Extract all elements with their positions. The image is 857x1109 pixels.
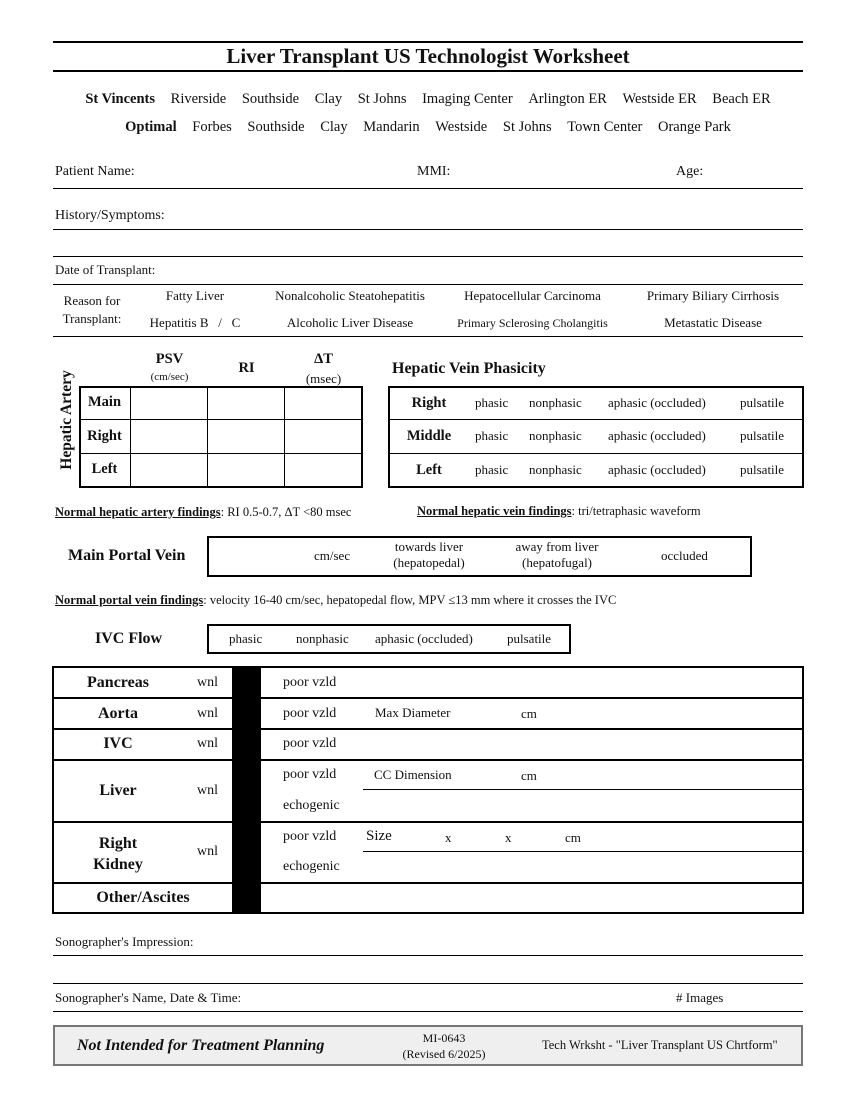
grid-line [54,728,802,730]
ivc-pulsatile[interactable]: pulsatile [507,631,552,646]
site-option: Mandarin [363,119,420,135]
signature-label: Sonographer's Name, Date & Time: [55,990,242,1005]
portal-away-line2: (hepatofugal) [521,555,593,570]
aorta-cm-unit: cm [521,706,537,721]
grid-line [54,759,802,761]
normal-vein-findings-label: Normal hepatic vein findings [417,504,572,518]
normal-artery-findings-text: : RI 0.5-0.7, ΔT <80 msec [220,505,352,519]
left-vein-pulsatile[interactable]: pulsatile [740,462,785,477]
images-count-label: # Images [676,990,724,1005]
grid-line [54,697,802,699]
right-vein-phasic[interactable]: phasic [475,395,509,410]
hepatic-vein-rows [390,386,802,488]
left-delta-t-input[interactable] [285,454,360,485]
artery-row-right: Right [87,428,122,444]
left-vein-aphasic[interactable]: aphasic (occluded) [608,462,706,477]
left-vein-phasic[interactable]: phasic [475,462,509,477]
normal-portal-findings-label: Normal portal vein findings [55,593,204,607]
portal-towards-liver[interactable] [375,539,483,571]
middle-vein-pulsatile[interactable]: pulsatile [740,428,785,443]
site-option: Clay [320,119,348,135]
history-label: History/Symptoms: [55,208,165,223]
aorta-max-diameter-label: Max Diameter [375,705,451,720]
site-option: Imaging Center [422,91,513,107]
vein-row-middle: Middle [406,428,452,444]
reason-label-line2: Transplant: [62,311,122,326]
impression-field-line[interactable] [53,955,803,956]
normal-vein-findings [417,504,701,519]
right-vein-aphasic[interactable]: aphasic (occluded) [608,395,706,410]
reason-label-line1: Reason for [63,293,121,308]
site-option: Westside [435,119,488,135]
artery-row-left: Left [91,461,118,477]
liver-cm-unit: cm [521,768,537,783]
kidney-wnl[interactable]: wnl [197,844,218,859]
liver-cc-dimension-label: CC Dimension [374,767,452,782]
portal-occluded[interactable]: occluded [661,548,708,563]
site-group-st-vincents: St Vincents [85,91,156,107]
mmi-label: MMI: [417,164,451,179]
site-option: Westside ER [622,91,697,107]
organ-table-black-column [232,668,261,912]
normal-vein-findings-text: : tri/tetraphasic waveform [571,504,701,518]
reason-metastatic[interactable]: Metastatic Disease [664,315,762,330]
reason-hepatitis[interactable]: Hepatitis B / C [149,315,241,330]
aorta-poor-vzld[interactable]: poor vzld [283,706,337,721]
site-row-1 [53,91,803,108]
ivc-poor-vzld[interactable]: poor vzld [283,736,337,751]
date-field-line[interactable] [53,284,803,285]
kidney-poor-vzld[interactable]: poor vzld [283,829,337,844]
grid-line [54,882,802,884]
pancreas-wnl[interactable]: wnl [197,675,218,690]
vein-row-left: Left [416,462,442,478]
liver-echogenic[interactable]: echogenic [283,798,340,813]
site-option: Arlington ER [528,91,607,107]
grid-line [54,821,802,823]
ivc-phasic[interactable]: phasic [229,631,263,646]
main-delta-t-input[interactable] [285,387,360,418]
ivc-wnl[interactable]: wnl [197,736,218,751]
hepatic-artery-grid [79,386,363,488]
liver-label: Liver [99,782,137,799]
middle-vein-nonphasic[interactable]: nonphasic [529,428,582,443]
ivc-label: IVC [103,735,133,752]
site-option: Beach ER [712,91,771,107]
main-portal-vein-label: Main Portal Vein [68,547,186,564]
portal-away-liver[interactable] [503,539,611,571]
right-vein-nonphasic[interactable]: nonphasic [529,395,582,410]
grid-line [363,789,802,790]
delta-t-header: ΔT [314,351,333,367]
history-field-line-2[interactable] [53,256,803,257]
portal-away-line1: away from liver [515,539,599,554]
history-field-line[interactable] [53,229,803,230]
date-of-transplant-label: Date of Transplant: [55,262,156,277]
grid-line [79,419,361,420]
right-kidney-label [54,833,182,875]
site-row-2 [53,119,803,136]
site-option: Town Center [567,119,643,135]
reason-psc[interactable]: Primary Sclerosing Cholangitis [457,316,608,330]
site-option: Forbes [192,119,232,135]
reason-hcc[interactable]: Hepatocellular Carcinoma [464,288,601,303]
liver-poor-vzld[interactable]: poor vzld [283,767,337,782]
site-option: St Johns [357,91,407,107]
normal-portal-findings-text: : velocity 16-40 cm/sec, hepatopedal flow, MPV ≤13 mm where it crosses the IVC [203,593,617,607]
main-ri-input[interactable] [208,387,283,418]
portal-towards-line1: towards liver [394,539,464,554]
normal-portal-findings [55,593,616,608]
other-ascites-input[interactable] [263,885,801,912]
site-option: Clay [314,91,343,107]
aorta-wnl[interactable]: wnl [197,706,218,721]
right-ri-input[interactable] [208,421,283,452]
psv-unit: (cm/sec) [150,371,189,383]
grid-line [363,851,802,852]
reason-nash[interactable]: Nonalcoholic Steatohepatitis [275,288,425,303]
ivc-flow-label: IVC Flow [95,630,163,647]
other-ascites-label: Other/Ascites [96,889,190,906]
footer-form-title: Tech Wrksht - "Liver Transplant US Chrtform" [542,1038,778,1052]
portal-unit: cm/sec [314,548,351,563]
reason-bottom-rule [53,336,803,337]
liver-wnl[interactable]: wnl [197,783,218,798]
ivc-aphasic[interactable]: aphasic (occluded) [375,631,473,646]
pancreas-poor-vzld[interactable]: poor vzld [283,675,337,690]
aorta-label: Aorta [98,705,138,722]
footer-revised: (Revised 6/2025) [402,1047,486,1061]
footer-disclaimer: Not Intended for Treatment Planning [77,1037,325,1054]
middle-vein-phasic[interactable]: phasic [475,428,509,443]
footer-code: MI-0643 [422,1031,466,1045]
middle-vein-aphasic[interactable]: aphasic (occluded) [608,428,706,443]
reason-alcoholic[interactable]: Alcoholic Liver Disease [286,315,414,330]
footer-form-code [389,1030,499,1062]
normal-artery-findings-label: Normal hepatic artery findings [55,505,221,519]
signature-field-line[interactable] [53,1011,803,1012]
normal-artery-findings [55,505,351,520]
right-delta-t-input[interactable] [285,421,360,452]
right-vein-pulsatile[interactable]: pulsatile [740,395,785,410]
kidney-cm-unit: cm [565,830,581,845]
main-psv-input[interactable] [131,387,206,418]
site-option: Southside [247,119,305,135]
kidney-size-label: Size [366,828,392,844]
patient-field-line[interactable] [53,188,803,189]
site-option: Orange Park [657,119,731,135]
site-option: Riverside [170,91,227,107]
impression-label: Sonographer's Impression: [55,934,194,949]
left-psv-input[interactable] [131,454,206,485]
impression-field-line-2[interactable] [53,983,803,984]
portal-towards-line2: (hepatopedal) [393,555,465,570]
left-ri-input[interactable] [208,454,283,485]
patient-name-label: Patient Name: [55,164,135,179]
site-option: Southside [241,91,300,107]
footer-box [53,1025,803,1066]
title-top-rule [53,41,803,43]
reason-fatty-liver[interactable]: Fatty Liver [165,288,225,303]
right-kidney-label-line2: Kidney [93,856,143,873]
reason-pbc[interactable]: Primary Biliary Cirrhosis [646,288,780,303]
kidney-size-x2: x [505,830,512,845]
site-option: St Johns [502,119,552,135]
age-label: Age: [676,164,704,179]
kidney-size-x1: x [445,830,452,845]
page-title: Liver Transplant US Technologist Worksheet [226,44,630,68]
title-bottom-rule [53,70,803,72]
artery-row-main: Main [87,394,122,410]
right-psv-input[interactable] [131,421,206,452]
left-vein-nonphasic[interactable]: nonphasic [529,462,582,477]
kidney-echogenic[interactable]: echogenic [283,859,340,874]
site-group-optimal: Optimal [125,119,177,135]
portal-velocity-input[interactable] [210,539,310,574]
hepatic-artery-side-text: Hepatic Artery [58,370,75,470]
right-kidney-label-line1: Right [98,835,138,852]
ri-header: RI [238,360,255,376]
ivc-nonphasic[interactable]: nonphasic [296,631,349,646]
delta-t-unit: (msec) [305,371,342,386]
pancreas-label: Pancreas [87,674,149,691]
hepatic-vein-title: Hepatic Vein Phasicity [392,360,546,377]
psv-header: PSV [155,351,184,367]
reason-label [55,293,129,327]
vein-row-right: Right [411,395,447,411]
